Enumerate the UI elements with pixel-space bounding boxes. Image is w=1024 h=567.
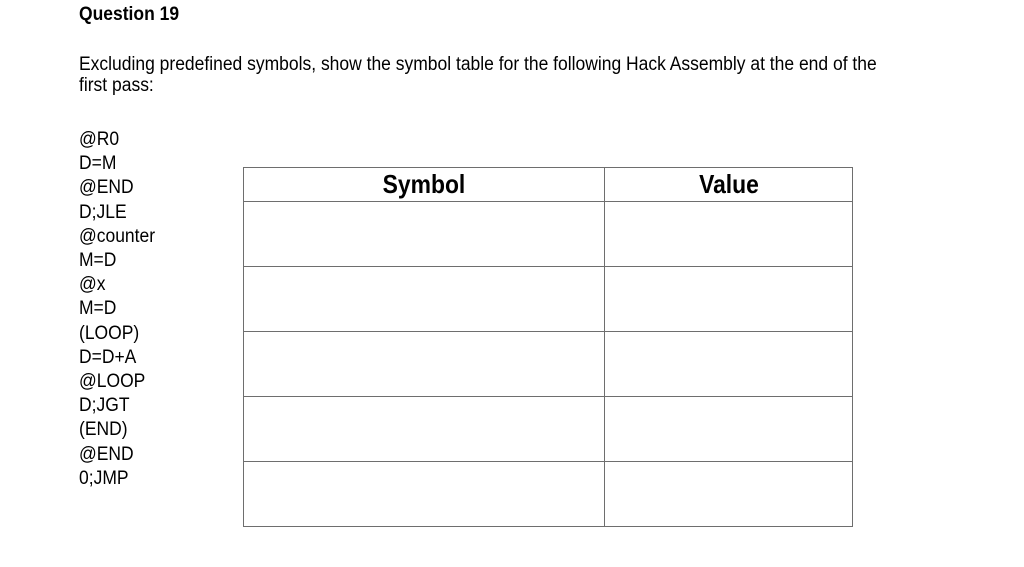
symbol-cell[interactable] — [244, 202, 605, 267]
code-line: @counter — [79, 225, 156, 247]
table-row — [244, 462, 853, 527]
code-line: M=D — [79, 298, 117, 320]
code-line: M=D — [79, 250, 117, 272]
value-column-header — [605, 168, 853, 202]
code-line: @END — [79, 443, 134, 465]
value-header-label: Value — [698, 169, 759, 199]
code-line: @x — [79, 274, 106, 296]
code-line: @END — [79, 177, 134, 199]
code-line: (END) — [79, 419, 128, 441]
code-line: (LOOP) — [79, 322, 140, 344]
table-row — [244, 397, 853, 462]
value-cell[interactable] — [605, 202, 853, 267]
code-line: D=M — [79, 153, 117, 175]
symbol-column-header — [244, 168, 605, 202]
table-row — [244, 202, 853, 267]
symbol-cell[interactable] — [244, 462, 605, 527]
table-row — [244, 332, 853, 397]
symbol-table — [243, 167, 853, 527]
symbol-header-label: Symbol — [382, 169, 466, 199]
value-cell[interactable] — [605, 267, 853, 332]
table-row — [244, 267, 853, 332]
value-cell[interactable] — [605, 397, 853, 462]
code-line: D=D+A — [79, 346, 137, 368]
code-line: 0;JMP — [79, 467, 129, 489]
code-line: @R0 — [79, 129, 120, 150]
code-line: D;JGT — [79, 395, 130, 417]
assembly-code-listing — [79, 128, 155, 491]
table-header-row — [244, 168, 853, 202]
symbol-cell[interactable] — [244, 332, 605, 397]
question-prompt: Excluding predefined symbols, show the symbol table for the following Hack Assembly at the end of the first pass: — [79, 54, 877, 96]
symbol-cell[interactable] — [244, 397, 605, 462]
code-line: @LOOP — [79, 371, 146, 393]
value-cell[interactable] — [605, 332, 853, 397]
symbol-cell[interactable] — [244, 267, 605, 332]
value-cell[interactable] — [605, 462, 853, 527]
code-line: D;JLE — [79, 201, 127, 223]
question-title: Question 19 — [79, 4, 180, 25]
